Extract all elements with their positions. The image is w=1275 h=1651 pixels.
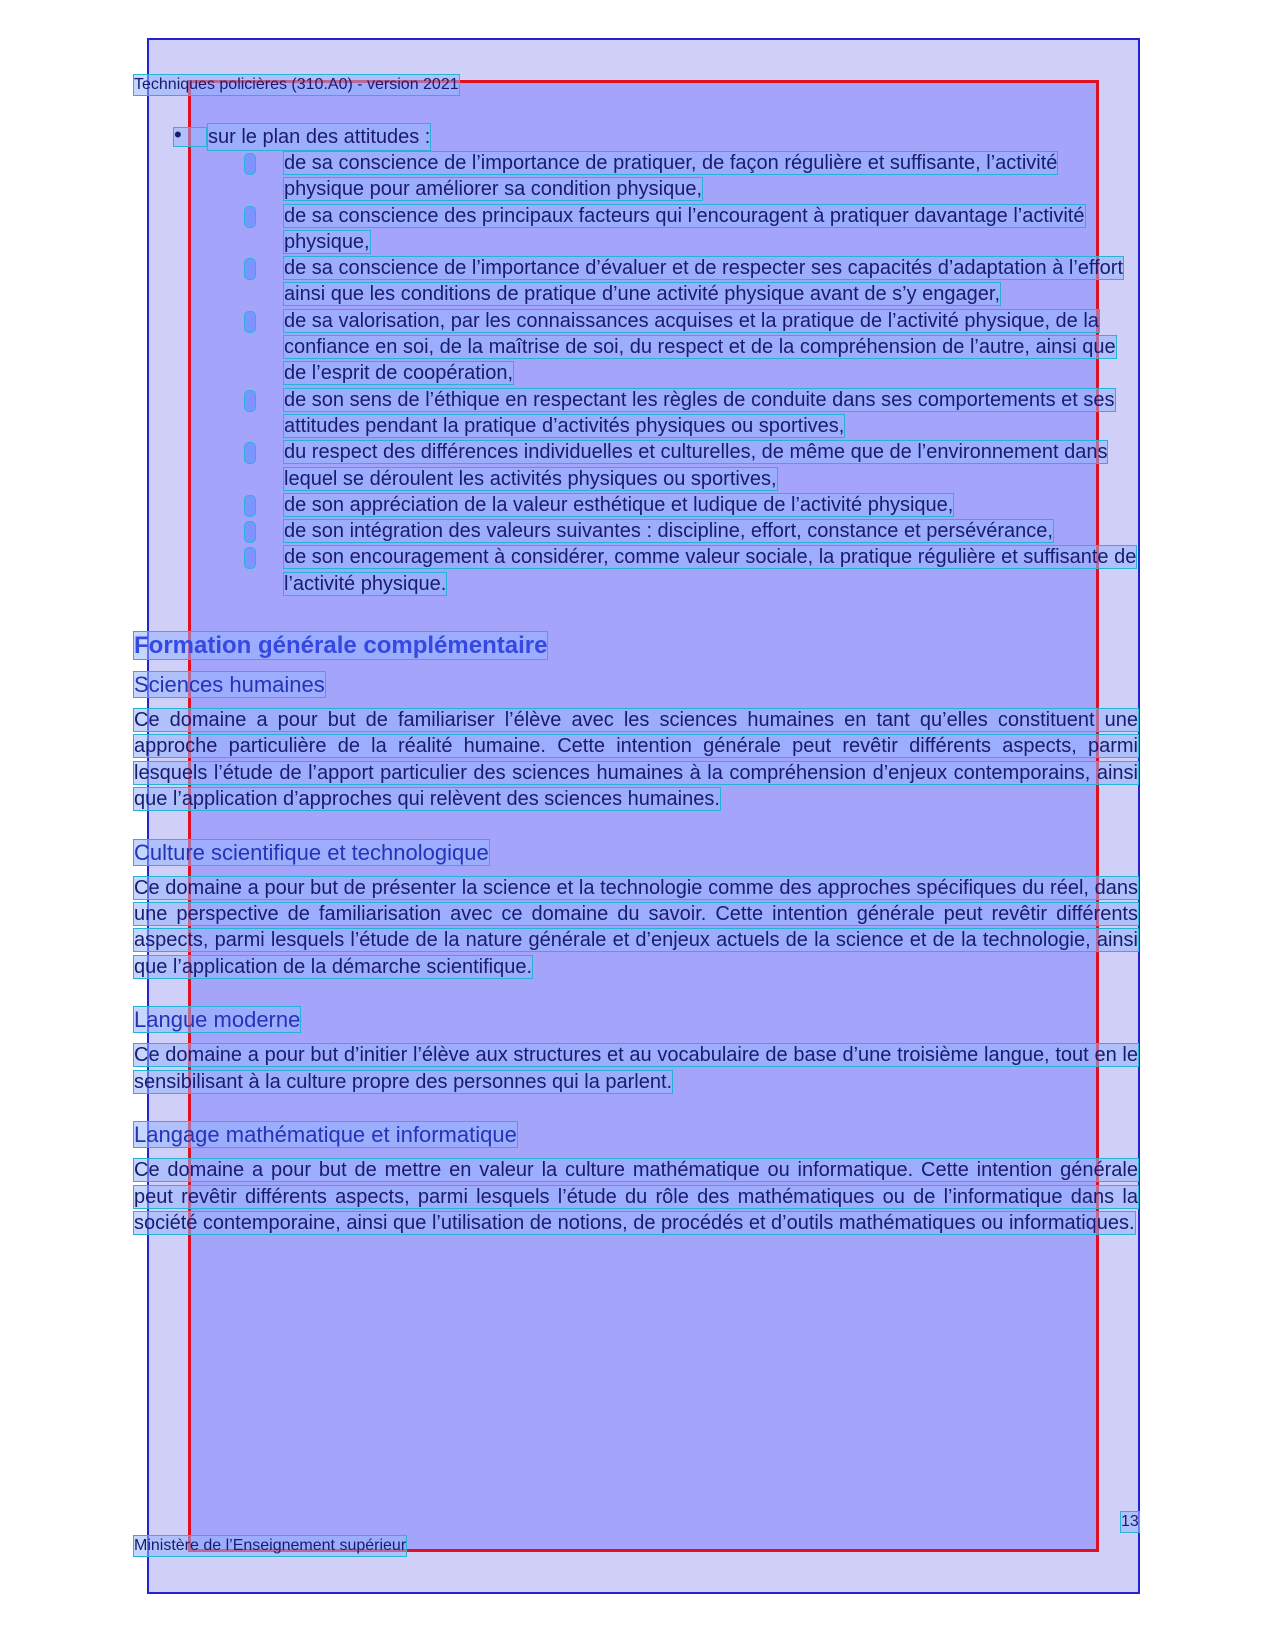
footer-ministry: Ministère de l’Enseignement supérieur (134, 1537, 407, 1554)
circle-bullet-icon (245, 548, 255, 568)
list-item: de son appréciation de la valeur esthétique et ludique de l’activité physique, (134, 492, 1138, 518)
list-item: de son intégration des valeurs suivantes : discipline, effort, constance et persévérance, (134, 518, 1138, 544)
circle-bullet-icon (245, 312, 255, 332)
subsection-heading: Sciences humaines (134, 672, 325, 698)
circle-bullet-icon (245, 496, 255, 516)
section-title-text: Formation générale complémentaire (134, 632, 548, 660)
list-item: du respect des différences individuelles et culturelles, de même que de l’environnement dans lequel se déroulent les activités physiques ou sportives, (134, 439, 1138, 492)
circle-bullet-icon (245, 443, 255, 463)
list-item: de sa valorisation, par les connaissances acquises et la pratique de l’activité physique, de la confiance en soi, de la maîtrise de soi, du respect et de la compréhension de l’autre, ainsi que de l’esprit de coopération, (134, 308, 1138, 387)
subsection-heading: Langage mathématique et informatique (134, 1122, 517, 1148)
circle-bullet-icon (245, 259, 255, 279)
running-header: Techniques policières (310.A0) - version 2021 (134, 76, 459, 93)
page-number: 13 (1121, 1513, 1139, 1530)
section-title (134, 631, 1138, 661)
list-item: de sa conscience de l’importance de pratiquer, de façon régulière et suffisante, l’activité physique pour améliorer sa condition physique, (134, 150, 1138, 203)
subsection-heading: Langue moderne (134, 1007, 301, 1033)
paragraph: Ce domaine a pour but de mettre en valeur la culture mathématique ou informatique. Cette intention générale peut revêtir différents aspects, parmi lesquels l’étude du rôle des mathématiques ou de l’informatique dans la société contemporaine, ainsi que l’utilisation de notions, de procédés et d’outils mathématiques ou informatiques. (134, 1159, 1138, 1234)
circle-bullet-icon (245, 522, 255, 542)
page-content (134, 124, 1138, 1236)
paragraph: Ce domaine a pour but de familiariser l’élève avec les sciences humaines en tant qu’elles constituent une approche particulière de la réalité humaine. Cette intention générale peut revêtir différents aspects, parmi lesquels l’étude de l’apport particulier des sciences humaines à la compréhension d’enjeux contemporains, ainsi que l’application d’approches qui relèvent des sciences humaines. (134, 709, 1138, 811)
list-item: de sa conscience de l’importance d’évaluer et de respecter ses capacités d’adaptation à l’effort ainsi que les conditions de pratique d’une activité physique avant de s’y engager, (134, 255, 1138, 308)
bullet-icon (174, 128, 206, 146)
subsection-heading: Culture scientifique et technologique (134, 839, 489, 865)
attitudes-list (134, 150, 1138, 597)
list-item: de sa conscience des principaux facteurs qui l’encouragent à pratiquer davantage l’activité physique, (134, 203, 1138, 256)
circle-bullet-icon (245, 154, 255, 174)
list-item: de son encouragement à considérer, comme valeur sociale, la pratique régulière et suffisante de l’activité physique. (134, 544, 1138, 597)
circle-bullet-icon (245, 207, 255, 227)
attitudes-heading-row (134, 124, 1138, 150)
paragraph: Ce domaine a pour but d’initier l’élève aux structures et au vocabulaire de base d’une troisième langue, tout en le sensibilisant à la culture propre des personnes qui la parlent. (134, 1044, 1138, 1093)
paragraph: Ce domaine a pour but de présenter la science et la technologie comme des approches spécifiques du réel, dans une perspective de familiarisation avec ce domaine du savoir. Cette intention générale peut revêtir différents aspects, parmi lesquels l’étude de la nature générale et d’enjeux actuels de la science et de la technologie, ainsi que l’application de la démarche scientifique. (134, 876, 1138, 978)
circle-bullet-icon (245, 391, 255, 411)
list-item: de son sens de l’éthique en respectant les règles de conduite dans ses comportements et ses attitudes pendant la pratique d’activités physiques ou sportives, (134, 387, 1138, 440)
attitudes-label: sur le plan des attitudes : (208, 126, 431, 148)
